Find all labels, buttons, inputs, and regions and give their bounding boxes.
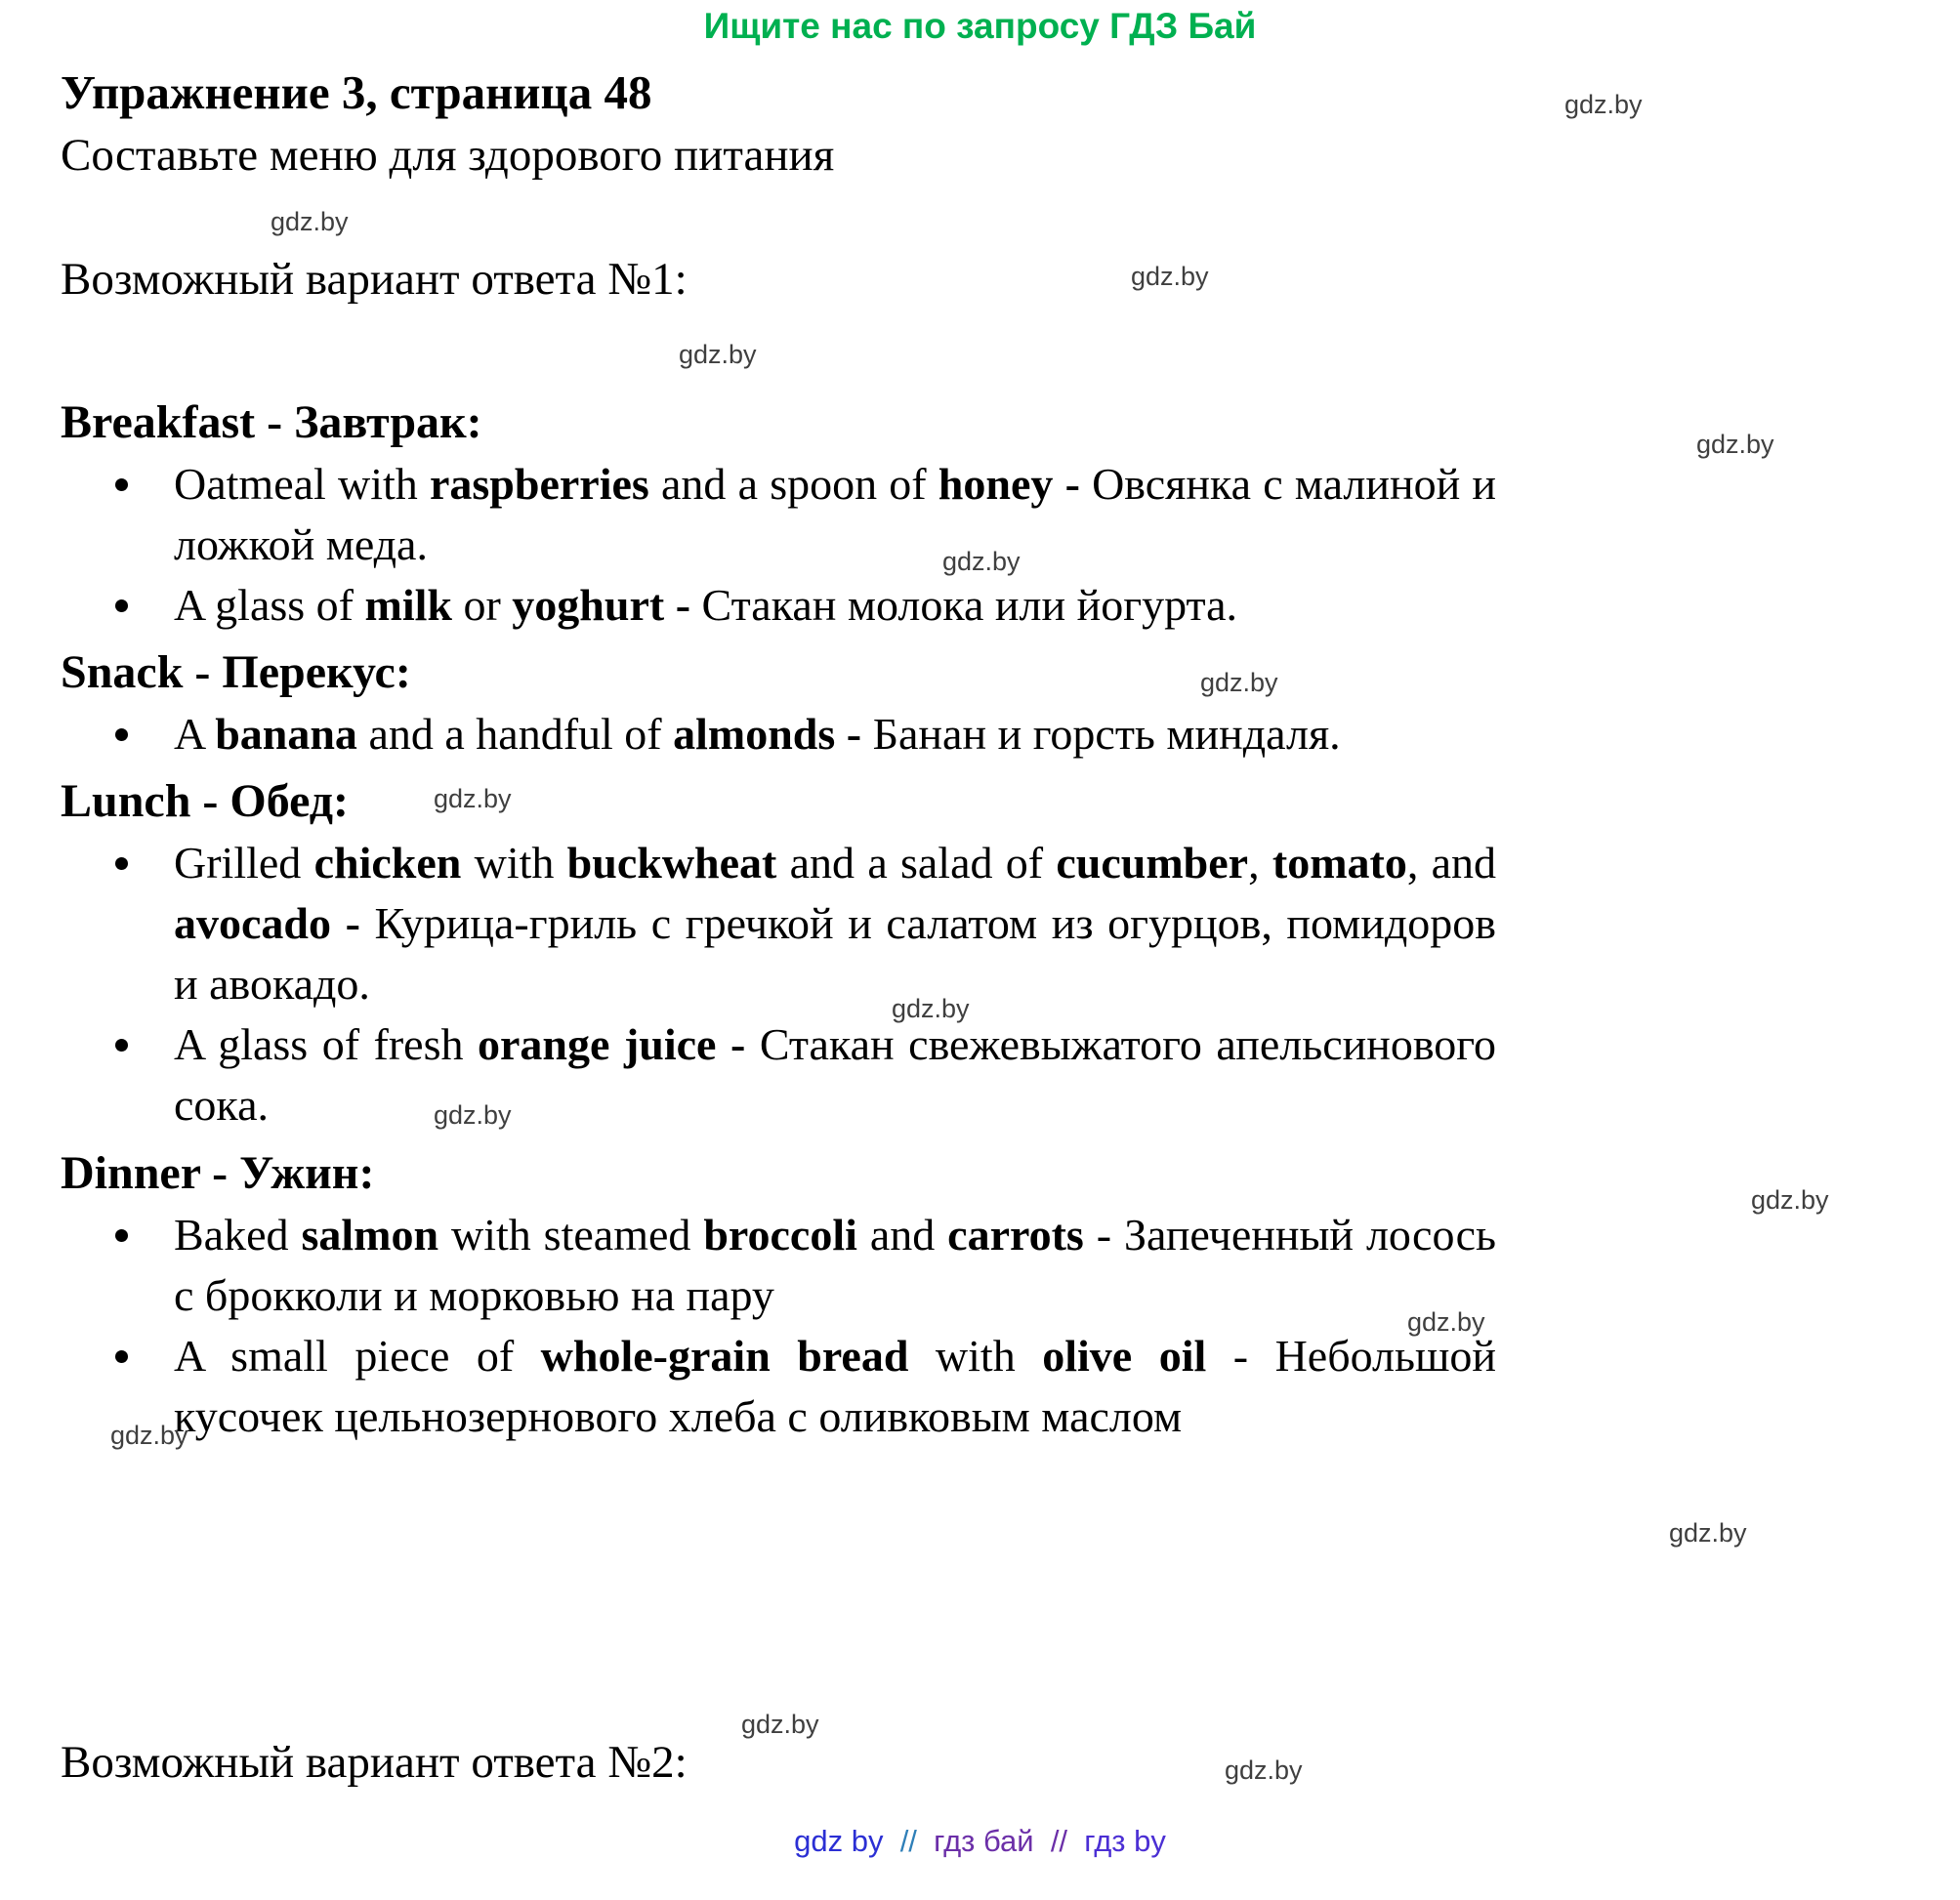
menu-item-text: - Запеченный лосось с брокколи и морковью на пару (174, 1209, 1496, 1320)
menu-item-text: A glass of fresh (174, 1019, 479, 1070)
menu-item (61, 1014, 1496, 1136)
menu-item-text: Стакан молока или йогурта. (701, 579, 1238, 630)
menu-item-food-term: avocado (174, 898, 331, 949)
menu-item-text: and a spoon of (648, 458, 938, 509)
menu-item (61, 833, 1496, 1014)
menu-item (61, 1326, 1496, 1447)
gdz-watermark: gdz.by (1564, 90, 1643, 119)
menu-item-food-term: orange juice - (478, 1019, 760, 1070)
menu (61, 393, 1496, 1447)
menu-item-text: Банан и горсть миндаля. (872, 709, 1341, 759)
page-title: Упражнение 3, страница 48 (61, 65, 652, 119)
menu-item-text: and (856, 1209, 948, 1260)
menu-item-text: A small piece of (174, 1330, 541, 1381)
gdz-watermark: gdz.by (942, 547, 1021, 576)
menu-item-text: with (461, 838, 567, 888)
menu-item (61, 1205, 1496, 1326)
section-heading: Breakfast - Завтрак: (61, 395, 482, 448)
menu-item-text: , (1248, 838, 1272, 888)
gdz-watermark: gdz.by (1407, 1307, 1485, 1337)
menu-item-food-term: tomato (1272, 838, 1407, 888)
menu-item-food-term: cucumber (1056, 838, 1249, 888)
menu-item-food-term: broccoli (703, 1209, 857, 1260)
menu-item-text: and a handful of (356, 709, 674, 759)
menu-item-text: - Небольшой кусочек цельнозернового хлеба с оливковым маслом (174, 1330, 1496, 1441)
menu-item-text: Курица-гриль с гречкой и салатом из огурцов, помидоров и авокадо. (174, 898, 1497, 1010)
gdz-watermark: gdz.by (1751, 1185, 1829, 1215)
menu-item (61, 704, 1496, 764)
menu-item-food-term: milk (364, 579, 452, 630)
menu-item-text: Стакан свежевыжатого апельсинового сока. (174, 1019, 1496, 1131)
task-description: Составьте меню для здорового питания (61, 129, 835, 181)
menu-item-text: , and (1406, 838, 1497, 888)
footer-separator: // (883, 1824, 935, 1858)
gdz-watermark: gdz.by (434, 1100, 512, 1130)
gdz-watermark: gdz.by (1131, 262, 1209, 291)
gdz-watermark: gdz.by (1696, 430, 1774, 459)
menu-item-text: A glass of (174, 579, 365, 630)
menu-item-food-term: chicken (313, 838, 462, 888)
menu-item-food-term: yoghurt - (512, 579, 702, 630)
menu-item-text: with (908, 1330, 1043, 1381)
menu-item (61, 454, 1496, 575)
footer-link[interactable]: gdz by (794, 1824, 884, 1858)
gdz-watermark: gdz.by (110, 1421, 188, 1450)
section-items (61, 1205, 1496, 1447)
menu-item-food-term: salmon (301, 1209, 439, 1260)
gdz-watermark: gdz.by (1669, 1518, 1747, 1548)
menu-item-text: Oatmeal with (174, 458, 430, 509)
menu-item-food-term: whole-grain bread (540, 1330, 909, 1381)
main-content (61, 64, 1496, 1447)
gdz-watermark: gdz.by (434, 784, 512, 813)
section-items (61, 454, 1496, 636)
section-items (61, 704, 1496, 764)
menu-item-food-term: olive oil (1042, 1330, 1207, 1381)
menu-item-food-term: banana (215, 709, 357, 759)
menu-item-text: or (451, 579, 513, 630)
menu-item-food-term: almonds - (673, 709, 873, 759)
menu-item-food-term: - (331, 898, 375, 949)
menu-item-food-term: honey - (938, 458, 1093, 509)
gdz-watermark: gdz.by (1225, 1755, 1303, 1785)
menu-item-text: Овсянка с малиной и ложкой меда. (174, 458, 1497, 569)
section-heading: Lunch - Обед: (61, 775, 350, 828)
footer-link[interactable]: гдз by (1084, 1824, 1166, 1858)
gdz-watermark: gdz.by (892, 994, 970, 1023)
footer-links (0, 1824, 1960, 1859)
variant1-label: Возможный вариант ответа №1: (61, 254, 688, 306)
promo-banner: Ищите нас по запросу ГДЗ Бай (703, 6, 1257, 46)
section-items (61, 833, 1496, 1136)
menu-item-food-term: raspberries (429, 458, 649, 509)
footer-link[interactable]: гдз бай (934, 1824, 1034, 1858)
menu-item-text: and a salad of (776, 838, 1057, 888)
menu-item-food-term: buckwheat (566, 838, 777, 888)
variant2-label: Возможный вариант ответа №2: (61, 1737, 688, 1788)
menu-item-text: with steamed (438, 1209, 704, 1260)
section-heading: Snack - Перекус: (61, 646, 411, 698)
menu-item-text: Grilled (174, 838, 314, 888)
gdz-watermark: gdz.by (679, 340, 757, 369)
menu-item (61, 575, 1496, 636)
section-heading: Dinner - Ужин: (61, 1146, 375, 1199)
footer-separator: // (1033, 1824, 1085, 1858)
gdz-watermark: gdz.by (1200, 668, 1278, 697)
gdz-watermark: gdz.by (271, 207, 349, 236)
menu-item-text: A (174, 709, 216, 759)
gdz-watermark: gdz.by (741, 1710, 819, 1739)
menu-item-text: Baked (174, 1209, 302, 1260)
menu-item-food-term: carrots (947, 1209, 1084, 1260)
